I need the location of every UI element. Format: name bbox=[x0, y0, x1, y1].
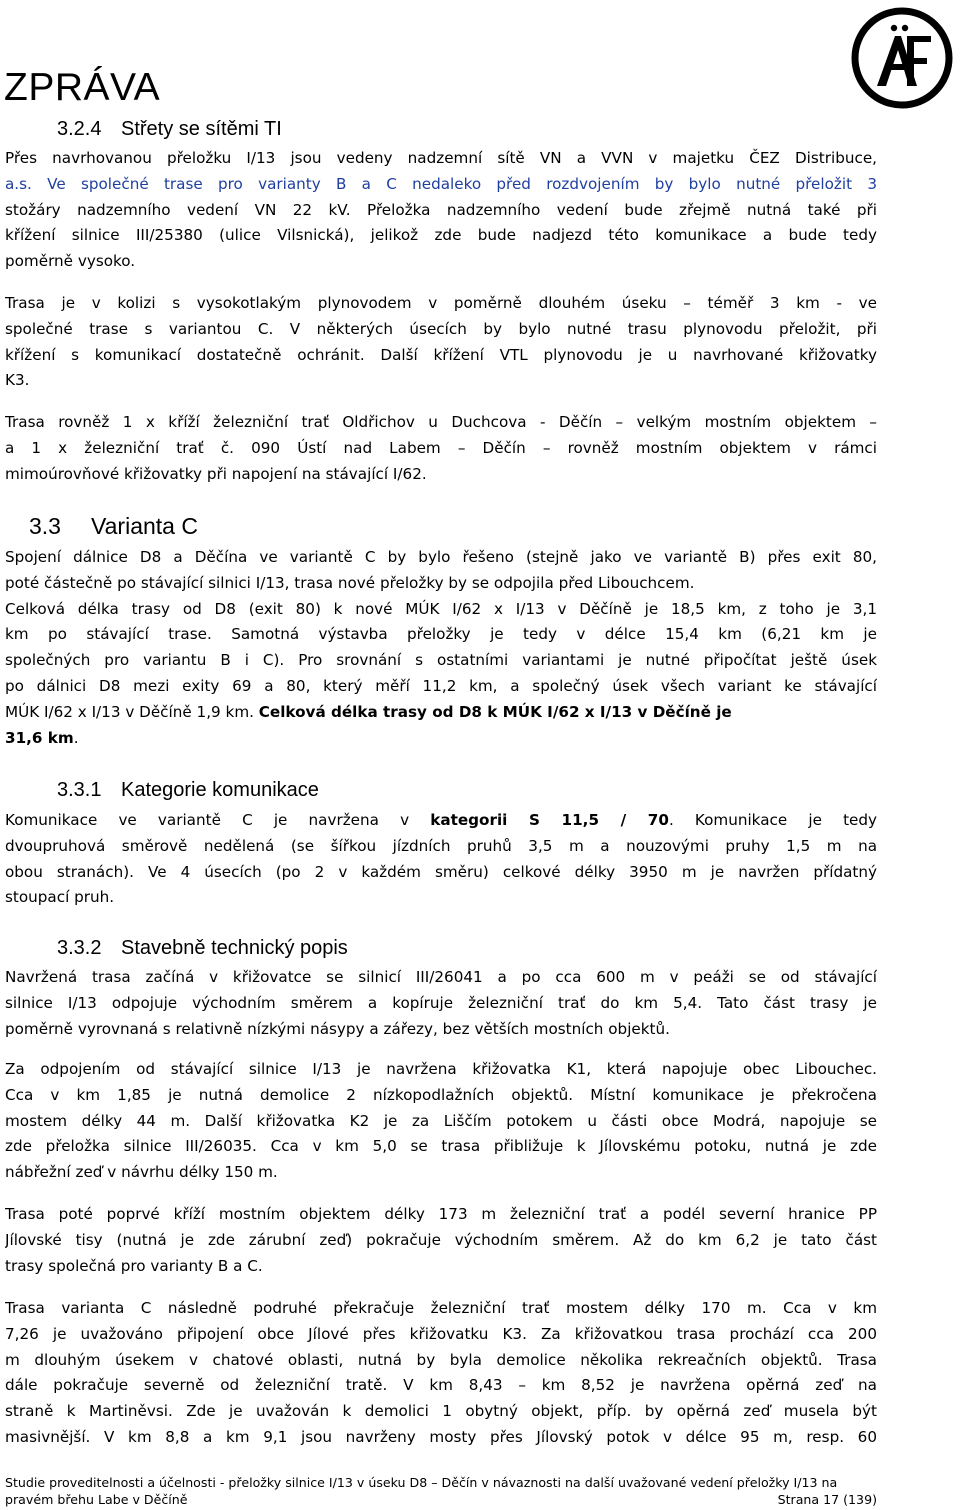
section-heading-3-3-2 bbox=[57, 935, 348, 961]
section-heading-3-2-4 bbox=[57, 116, 282, 142]
text-line: km po stávající trase. Samotná výstavba přeložky je tedy v délce 15,4 km (6,21 km je bbox=[5, 625, 877, 644]
text-line: dále pokračuje severně od železniční tratě. V km 8,43 – km 8,52 je navržena opěrná zeď na bbox=[5, 1376, 877, 1395]
text-line: trasy společná pro varianty B a C. bbox=[5, 1256, 263, 1275]
text-line: Trasa varianta C následně podruhé překračuje železniční trať mostem délky 170 m. Cca v km bbox=[5, 1299, 877, 1317]
text-line: společné trase s variantou C. V některých úsecích by bylo nutné trasu plynovodu přeložit, při bbox=[5, 319, 877, 338]
company-logo-icon bbox=[850, 6, 954, 110]
text-line: K3. bbox=[5, 371, 30, 390]
footer-row bbox=[5, 1491, 877, 1508]
text-line: Spojení dálnice D8 a Děčína ve variantě C by bylo řešeno (stejně jako ve variantě B) přes exit 80, bbox=[5, 548, 877, 566]
text-line: Za odpojením od stávající silnice I/13 je navržena křižovatka K1, která napojuje obec Libouchec. bbox=[5, 1060, 877, 1078]
road-category-value: kategorii S 11,5 / 70 bbox=[430, 811, 669, 829]
section-title: Stavebně technický popis bbox=[121, 937, 348, 959]
text-line: Celková délka trasy od D8 (exit 80) k nové MÚK I/62 x I/13 v Děčíně je 18,5 km, z toho je 3,1 bbox=[5, 599, 877, 618]
text-line: Cca v km 1,85 je nutná demolice 2 nízkopodlažních objektů. Místní komunikace je překročena bbox=[5, 1085, 877, 1104]
paragraph-railway-bridge bbox=[5, 1202, 885, 1279]
text-line bbox=[5, 808, 877, 834]
text-line bbox=[5, 700, 885, 726]
text-line: straně k Martiněvsi. Zde je uvažován k demolici 1 obytný objekt, příp. by opěrná zeď musela být bbox=[5, 1402, 877, 1421]
text-run: Komunikace ve variantě C je navržena v bbox=[5, 811, 431, 829]
section-title: Varianta C bbox=[91, 513, 198, 539]
text-line: křížení silnice III/25380 (ulice Vilsnická), jelikož zde bude nadjezd této komunikace a bude tedy bbox=[5, 226, 877, 245]
text-line: poměrně vysoko. bbox=[5, 252, 136, 271]
text-line: Přes navrhovanou přeložku I/13 jsou vedeny nadzemní sítě VN a VVN v majetku ČEZ Distribuce, bbox=[5, 149, 877, 167]
text-line: poměrně vyrovnaná s relativně nízkými násypy a zářezy, bez větších mostních objektů. bbox=[5, 1019, 670, 1038]
paragraph-road-category bbox=[5, 808, 885, 911]
section-number: 3.3.2 bbox=[57, 937, 102, 959]
text-line: mimoúrovňové křižovatky při napojení na stávající I/62. bbox=[5, 464, 427, 483]
total-length-emphasis: Celková délka trasy od D8 k MÚK I/62 x I/13 v Děčíně je bbox=[258, 702, 732, 721]
text-line: poté částečně po stávající silnici I/13, trasa nové přeložky by se odpojila před Libouchcem. bbox=[5, 573, 695, 592]
section-title: Kategorie komunikace bbox=[121, 779, 319, 801]
text-run: . Komunikace je tedy bbox=[668, 811, 877, 829]
text-line: zde přeložka silnice III/26035. Cca v km 5,0 se trasa přibližuje k Jílovskému potoku, nutná je zde bbox=[5, 1137, 877, 1156]
paragraph-junction-k1 bbox=[5, 1057, 885, 1186]
paragraph-route-start bbox=[5, 965, 885, 1042]
paragraph-overhead-lines bbox=[5, 146, 885, 275]
text-run: MÚK I/62 x I/13 v Děčíně 1,9 km. bbox=[5, 702, 259, 721]
page-number: Strana 17 (139) bbox=[777, 1492, 877, 1507]
text-line bbox=[5, 726, 885, 752]
text-line: a.s. Ve společné trase pro varianty B a C nedaleko před rozdvojením by bylo nutné přeložit 3 bbox=[5, 174, 877, 193]
text-run: . bbox=[73, 728, 79, 747]
paragraph-variant-c-overview bbox=[5, 545, 885, 751]
text-line: stoupací pruh. bbox=[5, 888, 115, 907]
text-line: Trasa rovněž 1 x kříží železniční trať Oldřichov u Duchcova - Děčín – velkým mostním objektem – bbox=[5, 413, 877, 431]
text-line: silnice I/13 odpojuje východním směrem a kopíruje železniční trať do km 5,4. Tato část trasy je bbox=[5, 993, 877, 1012]
text-line: křížení s komunikací dostatečně ochránit. Další křížení VTL plynovodu je u navrhované křižovatky bbox=[5, 345, 877, 364]
total-length-value: 31,6 km bbox=[5, 728, 74, 747]
page-footer bbox=[5, 1474, 877, 1508]
text-line: Jílovské tisy (nutná je zde zárubní zeď) pokračuje východním směrem. Až do km 6,2 je tato část bbox=[5, 1230, 877, 1249]
text-line: Trasa je v kolizi s vysokotlakým plynovodem v poměrně dlouhém úseku – téměř 3 km - ve bbox=[5, 294, 877, 312]
section-heading-3-3 bbox=[29, 511, 198, 541]
paragraph-gas-pipeline bbox=[5, 291, 885, 394]
section-heading-3-3-1 bbox=[57, 777, 319, 803]
footer-document-title-continued: pravém břehu Labe v Děčíně bbox=[5, 1492, 188, 1507]
section-title: Střety se sítěmi TI bbox=[121, 118, 282, 140]
text-line: obou stranách). Ve 4 úsecích (po 2 v každém směru) celkové délky 3950 m je navržen přídatný bbox=[5, 862, 877, 881]
text-line: 7,26 je uvažováno připojení obce Jílové přes křižovatku K3. Za křižovatkou trasa prochází cca 200 bbox=[5, 1324, 877, 1343]
section-number: 3.3.1 bbox=[57, 779, 102, 801]
text-line: masivnější. V km 8,8 a km 9,1 jsou navrženy mosty přes Jílovský potok v délce 95 m, resp. 60 bbox=[5, 1427, 877, 1446]
section-number: 3.3 bbox=[29, 513, 61, 539]
paragraph-railway-crossing bbox=[5, 410, 885, 487]
page-title: ZPRÁVA bbox=[4, 66, 161, 109]
text-line: dvoupruhová směrově nedělená (se šířkou jízdních pruhů 3,5 m a nouzovými pruhy 1,5 m na bbox=[5, 836, 877, 855]
footer-document-title: Studie proveditelnosti a účelnosti - přeložky silnice I/13 v úseku D8 – Děčín v návaznosti na další uvažované vedení přeložky I/13 na bbox=[5, 1475, 838, 1490]
text-line: nábřežní zeď v návrhu délky 150 m. bbox=[5, 1163, 278, 1182]
text-line: po dálnici D8 mezi exity 69 a 80, který měří 11,2 km, a společný úsek všech variant ke stávající bbox=[5, 676, 877, 695]
text-line: Navržená trasa začíná v křižovatce se silnicí III/26041 a po cca 600 m v peáži se od stávající bbox=[5, 968, 877, 986]
text-line: a 1 x železniční trať č. 090 Ústí nad Labem – Děčín – rovněž mostním objektem v rámci bbox=[5, 438, 877, 457]
paragraph-variant-c-continuation bbox=[5, 1296, 885, 1451]
text-line: m dlouhým úsekem v chatové oblasti, nutná by byla demolice několika rekreačních objektů. Trasa bbox=[5, 1350, 877, 1369]
text-line: mostem délky 44 m. Další křižovatka K2 je za Liščím potokem u části obce Modrá, napojuje se bbox=[5, 1111, 877, 1130]
text-line: stožáry nadzemního vedení VN 22 kV. Přeložka nadzemního vedení bude zřejmě nutná také při bbox=[5, 200, 877, 219]
text-line: Trasa poté poprvé kříží mostním objektem délky 173 m železniční trať a podél severní hranice PP bbox=[5, 1205, 877, 1223]
section-number: 3.2.4 bbox=[57, 118, 102, 140]
text-line: společných pro variantu B i C). Pro srovnání s ostatními variantami je nutné připočítat ještě úsek bbox=[5, 651, 877, 670]
